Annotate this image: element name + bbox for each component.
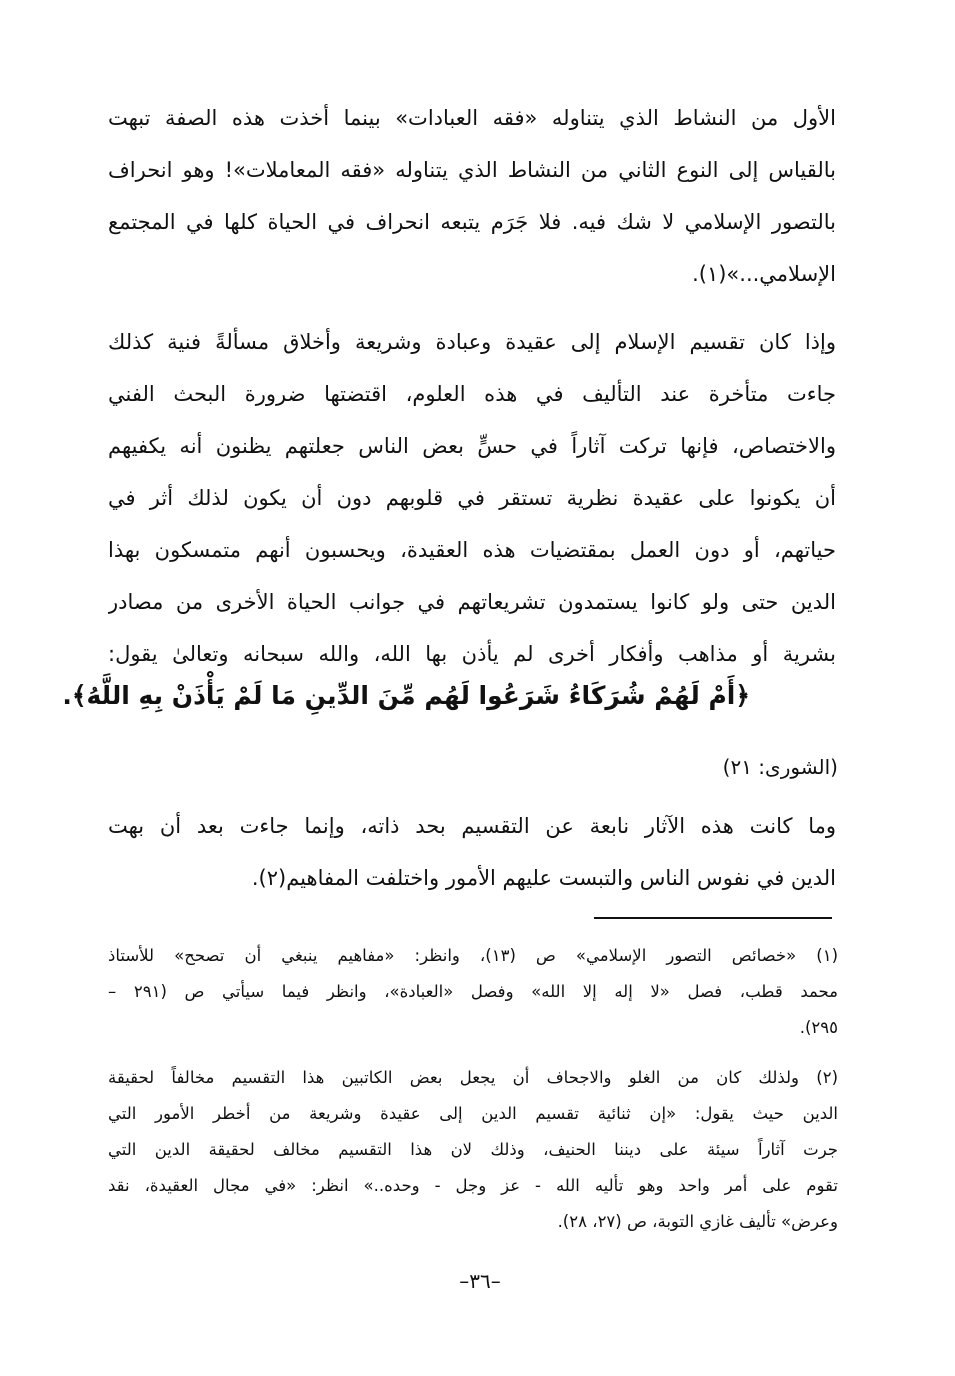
footnote-line: (١) «خصائص التصور الإسلامي» ص (١٣)، وانظر: «مفاهيم ينبغي أن تصحح» للأستاذ [108,946,838,965]
paragraph-1 [108,92,836,300]
paragraph-2 [108,316,836,680]
paragraph-3 [108,800,836,904]
footnote-line: محمد قطب، فصل «لا إله إلا الله» وفصل «العبادة»، وانظر فيما سيأتي ص (٢٩١ – [108,982,838,1001]
text-line: بالتصور الإسلامي لا شك فيه. فلا جَرَم يتبعه انحراف في الحياة كلها في المجتمع [108,210,836,234]
footnote-line: (٢) ولذلك كان من الغلو والاجحاف أن يجعل بعض الكاتبين هذا التقسيم مخالفاً لحقيقة [108,1068,838,1087]
page-number: –٣٦– [459,1269,501,1293]
footnote-divider [594,917,832,919]
quran-verse: ﴿أَمْ لَهُمْ شُرَكَاءُ شَرَعُوا لَهُم مِّنَ الدِّينِ مَا لَمْ يَأْذَنْ بِهِ اللَّهُ﴾. [62,681,750,710]
text-line: الإسلامي...»(١). [692,262,836,286]
text-line: أن يكونوا على عقيدة نظرية تستقر في قلوبهم دون أن يكون لذلك أثر في [108,486,836,510]
text-line: بالقياس إلى النوع الثاني من النشاط الذي يتناوله «فقه المعاملات»! وهو انحراف [108,158,836,182]
footnote-line: الدين حيث يقول: «إن ثنائية تقسيم الدين إلى عقيدة وشريعة من أخطر الأمور التي [108,1104,838,1123]
footnote-2 [108,1060,838,1240]
footnote-line: تقوم على أمر واحد وهو تأليه الله - عز وجل - وحده..» انظر: «في مجال العقيدة، نقد [108,1176,838,1195]
text-line: الأول من النشاط الذي يتناوله «فقه العبادات» بينما أخذت هذه الصفة تبهت [108,106,836,130]
footnote-line: جرت آثاراً سيئة على ديننا الحنيف، وذلك لان هذا التقسيم مخالف لحقيقة الدين التي [108,1140,838,1159]
text-line: والاختصاص، فإنها تركت آثاراً في حسٍّ بعض الناس جعلتهم يظنون أنه يكفيهم [108,434,836,458]
footnote-line: ٢٩٥). [799,1018,838,1037]
text-line: حياتهم، أو دون العمل بمقتضيات هذه العقيدة، ويحسبون أنهم متمسكون بهذا [108,538,836,562]
text-line: الدين في نفوس الناس والتبست عليهم الأمور واختلفت المفاهيم(٢). [251,866,836,890]
verse-reference: (الشورى: ٢١) [722,755,838,779]
text-line: وما كانت هذه الآثار نابعة عن التقسيم بحد ذاته، وإنما جاءت بعد أن بهت [108,814,836,838]
footnote-1 [108,938,838,1046]
text-line: جاءت متأخرة عند التأليف في هذه العلوم، اقتضتها ضرورة البحث الفني [108,382,836,406]
footnote-line: وعرض» تأليف غازي التوبة، ص (٢٧، ٢٨). [557,1212,838,1231]
text-line: وإذا كان تقسيم الإسلام إلى عقيدة وعبادة وشريعة وأخلاق مسألةً فنية كذلك [108,330,836,354]
text-line: الدين حتى ولو كانوا يستمدون تشريعاتهم في جوانب الحياة الأخرى من مصادر [108,590,836,614]
text-line: بشرية أو مذاهب وأفكار أخرى لم يأذن بها الله، والله سبحانه وتعالىٰ يقول: [108,642,836,666]
